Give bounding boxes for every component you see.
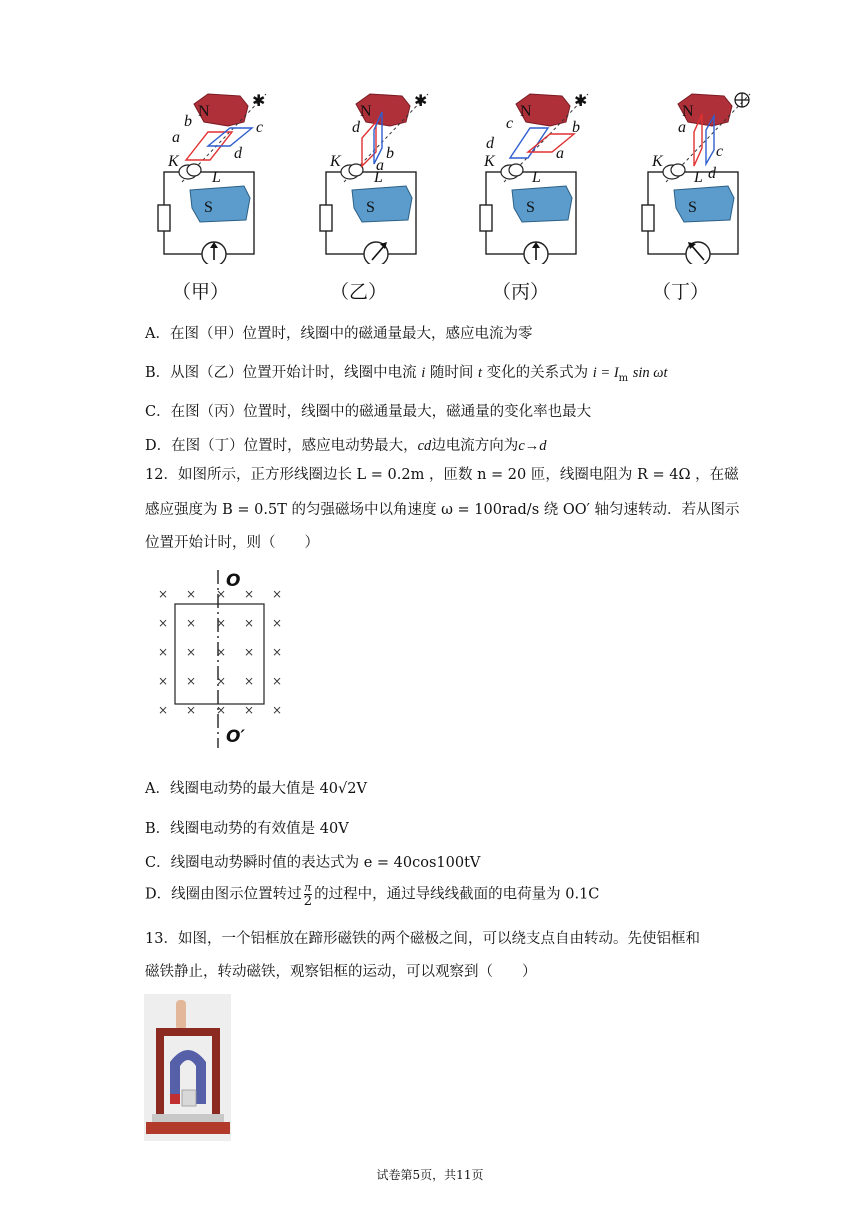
coil-letter: a — [678, 119, 686, 136]
field-cross: × — [186, 616, 197, 630]
pole-n: N — [682, 103, 694, 120]
q12-stem-line3: 位置开始计时，则（ ） — [145, 535, 319, 551]
field-cross: × — [158, 703, 169, 717]
field-cross: × — [244, 645, 255, 659]
axis-mark: ✱ — [574, 91, 588, 110]
field-cross: × — [158, 645, 169, 659]
coil-letter: a — [376, 157, 384, 174]
field-cross: × — [244, 616, 255, 630]
pole-n: N — [360, 103, 372, 120]
q13-stem-line1: 13．如图，一个铝框放在蹄形磁铁的两个磁极之间，可以绕支点自由转动。先使铝框和 — [145, 931, 700, 947]
field-cross: × — [216, 587, 227, 601]
page-footer: 试卷第5页，共11页 — [376, 1168, 484, 1182]
figure-label-bing: （丙） — [492, 281, 550, 303]
coil-letter: d — [352, 119, 360, 136]
q12-stem-line2: 感应强度为 B = 0.5T 的匀强磁场中以角速度 ω = 100rad/s 绕 OO′ 轴匀速转动．若从图示 — [145, 502, 740, 518]
q11-option-d: D．在图（丁）位置时，感应电动势最大，cd边电流方向为c→d — [145, 438, 547, 454]
coil-letter: b — [572, 119, 580, 136]
field-cross: × — [244, 703, 255, 717]
brush-k: K — [330, 153, 341, 170]
coil-letter: a — [556, 145, 564, 162]
q11-option-c: C．在图（丙）位置时，线圈中的磁通量最大，磁通量的变化率也最大 — [145, 404, 592, 420]
field-cross: × — [186, 674, 197, 688]
ring-l: L — [532, 169, 541, 186]
field-cross: × — [158, 616, 169, 630]
axis-label-o: O — [226, 571, 241, 591]
field-cross: × — [216, 703, 227, 717]
pole-s: S — [526, 199, 535, 216]
brush-k: K — [484, 153, 495, 170]
field-cross: × — [158, 674, 169, 688]
field-cross: × — [272, 587, 283, 601]
field-cross: × — [216, 674, 227, 688]
field-cross: × — [216, 645, 227, 659]
q12-option-a: A．线圈电动势的最大值是 40√2V — [145, 781, 367, 797]
aluminum-frame-photo — [144, 994, 231, 1141]
figure-label-jia: （甲） — [172, 281, 230, 303]
figure-jia — [148, 82, 288, 264]
ring-l: L — [212, 169, 221, 186]
field-cross: × — [272, 703, 283, 717]
coil-letter: b — [386, 145, 394, 162]
brush-k: K — [652, 153, 663, 170]
field-cross: × — [186, 587, 197, 601]
figure-yi — [310, 82, 450, 264]
figure-bing — [470, 82, 610, 264]
q12-stem-line1: 12．如图所示，正方形线圈边长 L = 0.2m ，匝数 n = 20 匝，线圈电阻为 R = 4Ω ，在磁 — [145, 467, 739, 483]
pole-s: S — [688, 199, 697, 216]
q12-option-b: B．线圈电动势的有效值是 40V — [145, 821, 349, 837]
q11-option-a: A．在图（甲）位置时，线圈中的磁通量最大，感应电流为零 — [145, 326, 533, 342]
coil-letter: d — [708, 165, 716, 182]
q11-option-b: B．从图（乙）位置开始计时，线圈中电流 i 随时间 t 变化的关系式为 $i = I_m$ sin ωt — [145, 365, 668, 384]
figure-ding — [632, 82, 772, 264]
coil-letter: c — [716, 143, 724, 160]
figure-label-ding: （丁） — [652, 281, 710, 303]
coil-letter: d — [234, 145, 242, 162]
q12-option-d: D．线圈由图示位置转过 $\frac{\pi}{2}$ 的过程中，通过导线线截面的电荷量为 0.1C — [145, 879, 600, 909]
pole-s: S — [366, 199, 375, 216]
q12-figure — [150, 568, 290, 750]
field-cross: × — [216, 616, 227, 630]
field-cross: × — [244, 674, 255, 688]
coil-letter: c — [506, 115, 514, 132]
field-cross: × — [186, 703, 197, 717]
coil-letter: d — [486, 135, 494, 152]
field-cross: × — [186, 645, 197, 659]
q13-stem-line2: 磁铁静止，转动磁铁，观察铝框的运动，可以观察到（ ） — [145, 964, 537, 980]
q12-figure-svg — [150, 568, 290, 750]
figure-label-yi: （乙） — [330, 281, 388, 303]
field-cross: × — [272, 674, 283, 688]
fraction-pi-over-2: $\frac{\pi}{2}$ — [303, 879, 313, 909]
field-cross: × — [272, 645, 283, 659]
field-cross: × — [272, 616, 283, 630]
pole-n: N — [198, 103, 210, 120]
coil-blue — [208, 128, 252, 146]
coil-blue — [510, 128, 548, 158]
coil-letter: a — [172, 129, 180, 146]
q12-option-c: C．线圈电动势瞬时值的表达式为 e = 40cos100tV — [145, 855, 481, 871]
field-cross: × — [158, 587, 169, 601]
pole-n: N — [520, 103, 532, 120]
axis-label-o-prime: O′ — [226, 727, 245, 747]
aluminum-frame-illustration — [144, 994, 231, 1141]
coil-letter: c — [256, 119, 264, 136]
ring-l: L — [374, 169, 383, 186]
ring-l: L — [694, 169, 703, 186]
field-cross: × — [244, 587, 255, 601]
brush-k: K — [168, 153, 179, 170]
axis-mark: ✱ — [252, 91, 266, 110]
coil-letter: b — [184, 113, 192, 130]
pole-s: S — [204, 199, 213, 216]
axis-mark: ✱ — [414, 91, 428, 110]
